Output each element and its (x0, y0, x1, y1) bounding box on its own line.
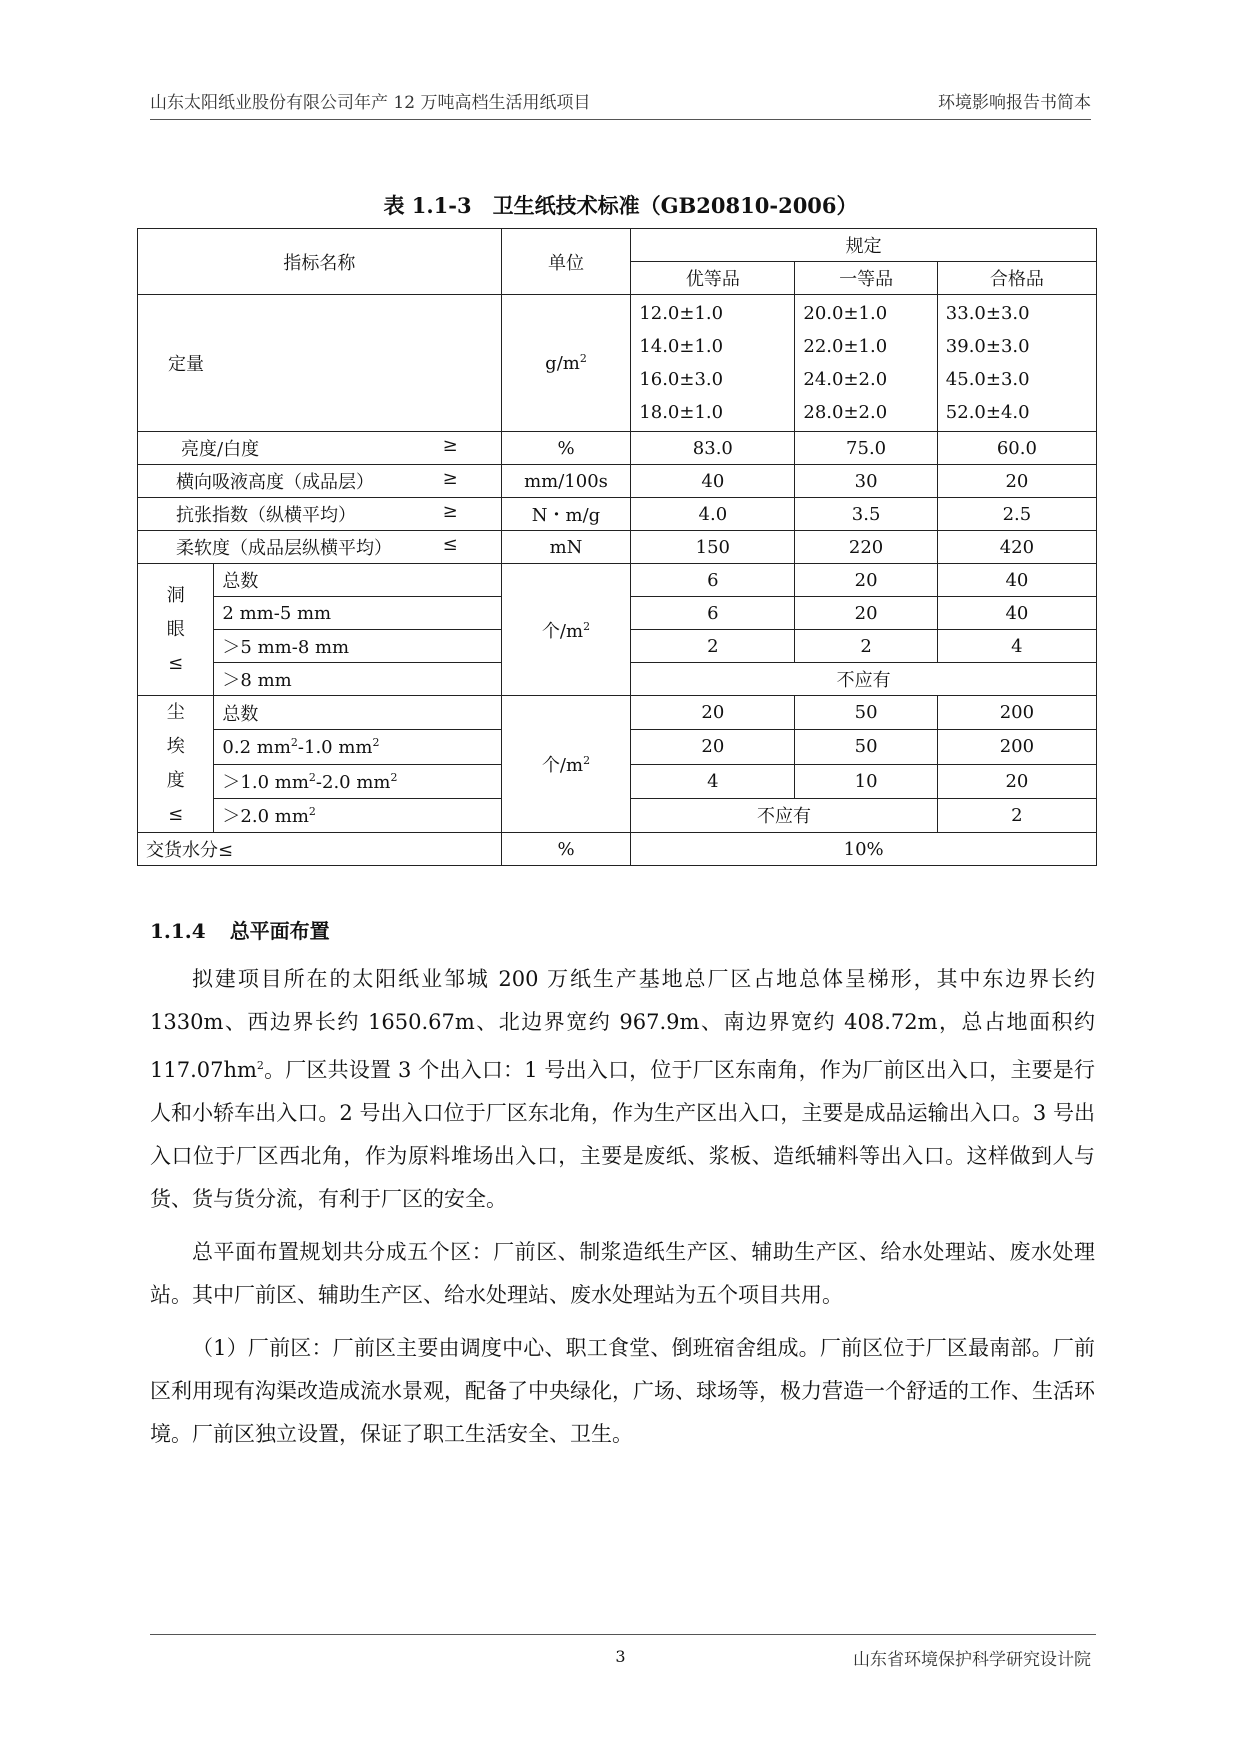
row-value: 50 (795, 730, 937, 764)
paragraph: 总平面布置规划共分成五个区：厂前区、制浆造纸生产区、辅助生产区、给水处理站、废水处理站。其中厂前区、辅助生产区、给水处理站、废水处理站为五个项目共用。 (150, 1240, 1095, 1307)
footer-divider (150, 1634, 1096, 1635)
grade-premium: 优等品 (631, 262, 795, 295)
moisture-unit: % (501, 833, 631, 866)
row-value: 20 (795, 564, 937, 597)
section-title: 总平面布置 (229, 919, 330, 943)
row-unit: mm/100s (501, 465, 631, 498)
header-unit: 单位 (501, 229, 631, 295)
holes-item-name: ＞8 mm (214, 663, 501, 696)
row-name: 横向吸液高度（成品层） ≥ (138, 465, 502, 498)
merged-value: 不应有 (631, 798, 938, 832)
row-value: 83.0 (631, 432, 795, 465)
dirt-unit: 个$/m^2$ (501, 696, 631, 833)
basis-weight-qualified: 33.0±3.0 39.0±3.0 45.0±3.0 52.0±4.0 (937, 295, 1096, 432)
page-number: 3 (615, 1647, 626, 1666)
basis-weight-premium: 12.0±1.0 14.0±1.0 16.0±3.0 18.0±1.0 (631, 295, 795, 432)
row-unit: mN (501, 531, 631, 564)
row-unit: N・m/g (501, 498, 631, 531)
dirt-item-name: ＞2.0 $mm^2$ (214, 798, 501, 832)
holes-item-name: 总数 (214, 564, 501, 597)
row-value: 40 (631, 465, 795, 498)
row-value: 2 (795, 630, 937, 663)
holes-row (138, 564, 1097, 597)
row-unit: % (501, 432, 631, 465)
basis-weight-name: 定量 (138, 295, 502, 432)
row-value: 2 (631, 630, 795, 663)
row-value: 40 (937, 564, 1096, 597)
row-value: 30 (795, 465, 937, 498)
row-value: 420 (937, 531, 1096, 564)
table-row (138, 465, 1097, 498)
row-value: 10 (795, 764, 937, 798)
section-heading (150, 915, 354, 944)
grade-qualified: 合格品 (937, 262, 1096, 295)
section-number: 1.1.4 (150, 919, 206, 943)
row-value: 3.5 (795, 498, 937, 531)
header-doc-type: 环境影响报告书简本 (938, 93, 1091, 113)
grade-first: 一等品 (795, 262, 937, 295)
moisture-name: 交货水分≤ (138, 833, 502, 866)
row-name: 抗张指数（纵横平均） ≥ (138, 498, 502, 531)
holes-item-name: ＞5 mm-8 mm (214, 630, 501, 663)
table-title: 表 1.1-3 卫生纸技术标准（GB20810-2006） (383, 193, 858, 218)
moisture-value: 10% (631, 833, 1097, 866)
basis-weight-unit: $g/m^2$ (501, 295, 631, 432)
table-row-basis-weight (138, 295, 1097, 432)
row-value: 20 (631, 696, 795, 730)
row-value: 4.0 (631, 498, 795, 531)
row-value: 20 (937, 764, 1096, 798)
dirt-item-name: 0.2 $mm^2-1.0$ $mm^2$ (214, 730, 501, 764)
row-name: 柔软度（成品层纵横平均） ≤ (138, 531, 502, 564)
header-indicator: 指标名称 (138, 229, 502, 295)
row-value: 20 (795, 597, 937, 630)
row-value: 200 (937, 730, 1096, 764)
basis-weight-first: 20.0±1.0 22.0±1.0 24.0±2.0 28.0±2.0 (795, 295, 937, 432)
table-header-row (138, 229, 1097, 262)
row-value: 2 (937, 798, 1096, 832)
row-value: 75.0 (795, 432, 937, 465)
paragraph: （1）厂前区：厂前区主要由调度中心、职工食堂、倒班宿舍组成。厂前区位于厂区最南部。厂前区利用现有沟渠改造成流水景观，配备了中央绿化，广场、球场等，极力营造一个舒适的工作、生活环境。厂前区独立设置，保证了职工生活安全、卫生。 (150, 1336, 1095, 1446)
table-row (138, 498, 1097, 531)
row-value: 4 (937, 630, 1096, 663)
row-value: 2.5 (937, 498, 1096, 531)
page-header (150, 88, 1091, 120)
dirt-label: 尘 埃 度 ≤ (138, 696, 214, 833)
header-project: 山东太阳纸业股份有限公司年产 12 万吨高档生活用纸项目 (150, 93, 591, 113)
table-row (138, 531, 1097, 564)
holes-unit: 个$/m^2$ (501, 564, 631, 696)
row-value: 40 (937, 597, 1096, 630)
row-value: 50 (795, 696, 937, 730)
row-value: 6 (631, 597, 795, 630)
dirt-item-name: 总数 (214, 696, 501, 730)
holes-label: 洞 眼 ≤ (138, 564, 214, 696)
row-value: 60.0 (937, 432, 1096, 465)
footer-organization: 山东省环境保护科学研究设计院 (853, 1650, 1091, 1670)
row-value: 200 (937, 696, 1096, 730)
merged-value: 不应有 (631, 663, 1097, 696)
row-value: 20 (631, 730, 795, 764)
table-row (138, 432, 1097, 465)
row-value: 150 (631, 531, 795, 564)
row-value: 20 (937, 465, 1096, 498)
moisture-row (138, 833, 1097, 866)
row-name: 亮度/白度 ≥ (138, 432, 502, 465)
row-value: 220 (795, 531, 937, 564)
standard-table (137, 228, 1097, 866)
header-spec: 规定 (631, 229, 1097, 262)
body-text (150, 958, 1095, 1466)
row-value: 6 (631, 564, 795, 597)
dirt-row (138, 696, 1097, 730)
dirt-item-name: ＞1.0 $mm^2-2.0$ $mm^2$ (214, 764, 501, 798)
row-value: 4 (631, 764, 795, 798)
holes-item-name: 2 mm-5 mm (214, 597, 501, 630)
paragraph: 拟建项目所在的太阳纸业邹城 200 万纸生产基地总厂区占地总体呈梯形，其中东边界长约 1330m、西边界长约 1650.67m、北边界宽约 967.9m、南边界宽约 408.72m，总占地面积约 $117.07hm^2$。厂区共设置 3 个出入口：1 号出入口，位于厂区东南角，作为厂前区出入口，主要是行人和小轿车出入口。2 号出入口位于厂区东北角，作为生产区出入口，主要是成品运输出入口。3 号出入口位于厂区西北角，作为原料堆场出入口，主要是废纸、浆板、造纸辅料等出入口。这样做到人与货、货与货分流，有利于厂区的安全。 (150, 967, 1095, 1211)
